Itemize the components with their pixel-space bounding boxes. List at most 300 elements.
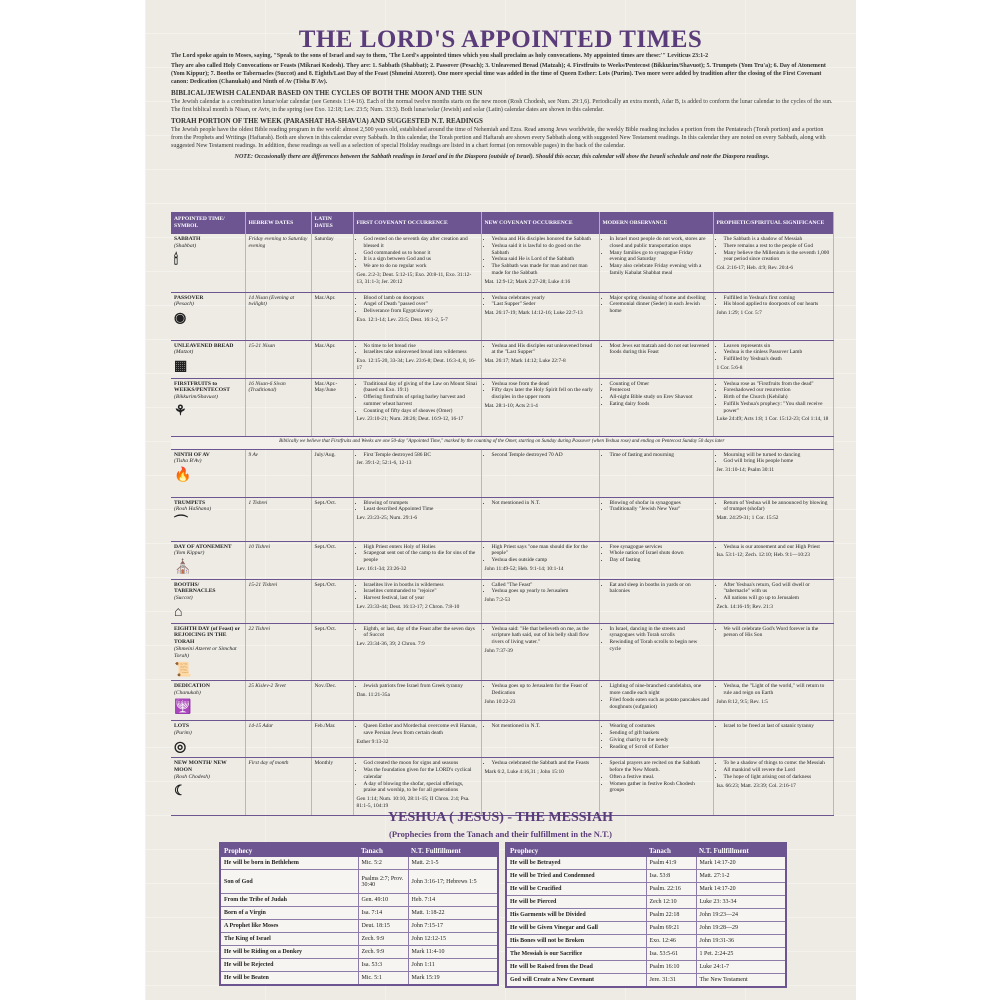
scripture-reference: Exo. 12:1-14; Lev. 23:5; Deut. 16:1-2, 5-7 — [356, 316, 448, 323]
first-cell — [353, 623, 481, 681]
bullet-list — [485, 544, 596, 564]
list-item: • Time of fasting and mourning — [610, 452, 710, 459]
seder-plate-icon: ◉ — [174, 311, 187, 327]
menorah-icon: 🕎 — [174, 700, 192, 716]
tanach-reference: Isa. 53:3 — [358, 959, 408, 972]
list-item: • Fulfills Yeshua's prophecy: "You shall receive power" — [724, 401, 830, 415]
bullet-list — [717, 236, 830, 263]
feast-name-cell — [171, 497, 245, 541]
prophecy-text: He will be born in Bethlehem — [220, 857, 358, 870]
modern-cell — [599, 541, 713, 579]
bullet-list — [717, 683, 830, 697]
list-item: • There remains a rest to the people of God — [724, 243, 830, 250]
bullet-list — [485, 343, 596, 357]
prophecy-row — [506, 961, 786, 974]
feast-name: DAY OF ATONEMENT — [174, 543, 232, 550]
feast-name-cell — [171, 623, 245, 681]
mask-icon: ◎ — [174, 740, 187, 756]
first-cell — [353, 340, 481, 378]
modern-cell — [599, 340, 713, 378]
new-cell — [481, 292, 599, 340]
prophecy-row — [220, 894, 498, 907]
list-item: • We will celebrate God's Word forever in the person of His Son — [724, 626, 830, 640]
bullet-list — [357, 295, 478, 315]
hebrew-date: 14-15 Adar — [245, 721, 311, 758]
scripture-reference: John 8:12, 9:5; Rev. 1:5 — [716, 698, 768, 705]
list-item: • Fried foods eaten such as potato pancakes and doughnuts (sufganiot) — [610, 697, 710, 711]
hebrew-date: 14 Nisan (Evening at twilight) — [245, 292, 311, 340]
list-item: • Israel to be freed at last of satanic tyranny — [724, 723, 830, 730]
nt-fulfillment: John 1:11 — [408, 959, 498, 972]
nt-fulfillment: Luke 24:1-7 — [696, 961, 786, 974]
prophecy-row — [220, 907, 498, 920]
prophecy-text: Born of a Virgin — [220, 907, 358, 920]
scripture-reference: Gen. 2:2-3; Deut. 5:12-15; Exo. 20:8-11, Exo. 31:12-13, 31:1-3; Jer. 20:12 — [356, 271, 472, 285]
prophecy-row — [506, 909, 786, 922]
prophetic-cell — [713, 758, 833, 816]
list-item: • Yeshua rose as "Firstfruits from the dead" — [724, 381, 830, 388]
first-cell — [353, 681, 481, 721]
nt-fulfillment: John 3:16-17; Hebrews 1:5 — [408, 870, 498, 894]
feast-hebrew-name: (Chanukah) — [174, 690, 201, 697]
scripture-reference: Esther 9:13-32 — [356, 738, 389, 745]
bullet-list — [357, 582, 478, 602]
column-header: NEW COVENANT OCCURRENCE — [481, 212, 599, 234]
new-cell — [481, 449, 599, 497]
feast-name-cell — [171, 378, 245, 436]
intro-quote: The Lord spoke again to Moses, saying, "Speak to the sons of Israel and say to them, 'The Lord's appointed times which you shall proclaim as holy convocations. My appointed times are these:'" Leviticus 23:1-2 — [171, 53, 709, 59]
latin-date: Sept./Oct. — [311, 623, 353, 681]
prophecy-text: The Messiah is our Sacrifice — [506, 948, 646, 961]
list-item: • Scapegoat sent out of the camp to die for sins of the people — [364, 550, 478, 564]
table-header — [171, 212, 833, 234]
tanach-reference: Isa. 7:14 — [358, 907, 408, 920]
bullet-list — [717, 381, 830, 415]
list-item: • Blowing of shofar in synagogues — [610, 500, 710, 507]
list-item: • Mourning will be turned to dancing — [724, 452, 830, 459]
scripture-reference: John 11:49-52; Heb. 9:1-14; 10:1-14 — [484, 565, 564, 572]
list-item: • Wearing of costumes — [610, 723, 710, 730]
new-cell — [481, 234, 599, 292]
bullet-list — [717, 544, 830, 551]
feast-name-cell — [171, 579, 245, 623]
latin-date: Mar./Apr.- May/June — [311, 378, 353, 436]
prophecy-column-header: Prophecy — [220, 843, 358, 857]
bullet-list — [603, 452, 710, 459]
intro-section — [171, 53, 833, 164]
prophecy-row — [220, 920, 498, 933]
bullet-list — [717, 626, 830, 640]
list-item: • Israelites take unleavened bread into wilderness — [364, 349, 478, 356]
new-cell — [481, 378, 599, 436]
tanach-reference: Deut. 18:15 — [358, 920, 408, 933]
list-item: • Yeshua rose from the dead — [492, 381, 596, 388]
prophetic-cell — [713, 681, 833, 721]
tanach-reference: Psalm 41:9 — [646, 857, 696, 870]
bullet-list — [485, 381, 596, 401]
bullet-list — [603, 723, 710, 750]
feast-name-cell — [171, 541, 245, 579]
scripture-reference: John 7:37-39 — [484, 647, 513, 654]
scripture-reference: Jer. 39:1-2; 52:1-6, 12-13 — [356, 460, 412, 467]
new-cell — [481, 497, 599, 541]
list-item: • Fulfilled in Yeshua's first coming — [724, 295, 830, 302]
hebrew-date: 15-21 Nisan — [245, 340, 311, 378]
latin-date: Sept./Oct. — [311, 497, 353, 541]
list-item: • Fulfilled by Yeshua's death — [724, 356, 830, 363]
list-item: • Foreshadowed our resurrection — [724, 387, 830, 394]
list-item: • Many also celebrate Friday evening with a family Kabalat Shabbat meal — [610, 263, 710, 277]
bullet-list — [357, 452, 478, 459]
crescent-moon-icon: ☾ — [174, 784, 187, 800]
tanach-reference: Zech. 9:9 — [358, 933, 408, 946]
column-header: MODERN OBSERVANCE — [599, 212, 713, 234]
bullet-list — [603, 381, 710, 408]
candles-icon: 🕯 — [174, 252, 178, 268]
list-item: • Counting of Omer — [610, 381, 710, 388]
list-item: • His blood applied to doorposts of our hearts — [724, 301, 830, 308]
prophecy-text: He will be Tried and Condemned — [506, 870, 646, 883]
prophecy-row — [220, 972, 498, 986]
list-item: • Return of Yeshua will be announced by blowing of trumpet (shofar) — [724, 500, 830, 514]
latin-date: July/Aug. — [311, 449, 353, 497]
prophecy-row — [506, 948, 786, 961]
list-item: • Yeshua goes up yearly to Jerusalem — [492, 588, 596, 595]
list-item: • Yeshua celebrates yearly — [492, 295, 596, 302]
list-item: • Lighting of nine-branched candelabra, one more candle each night — [610, 683, 710, 697]
wheat-sheaf-icon: ⚘ — [174, 404, 187, 420]
list-item: • The Sabbath is a shadow of Messiah — [724, 236, 830, 243]
feast-row — [171, 234, 833, 292]
latin-date: Monthly — [311, 758, 353, 816]
list-item: • The Sabbath was made for man and not man made for the Sabbath — [492, 263, 596, 277]
bullet-list — [485, 683, 596, 697]
list-item: • Major spring cleaning of home and dwelling — [610, 295, 710, 302]
list-item: • Many families go to synagogue Friday evening and Saturday — [610, 250, 710, 264]
list-item: • Fifty days later the Holy Spirit fell on the early disciples in the upper room — [492, 387, 596, 401]
list-item: • Eat and sleep in booths in yards or on balconies — [610, 582, 710, 596]
feast-name: NEW MONTH/ NEW MOON — [174, 760, 227, 774]
prophecy-text: He will be Pierced — [506, 896, 646, 909]
feast-row — [171, 497, 833, 541]
nt-fulfillment: Matt. 1:18-22 — [408, 907, 498, 920]
scripture-reference: John 10:22-23 — [484, 698, 516, 705]
hebrew-date: 15-21 Tishrei — [245, 579, 311, 623]
list-item: • "Last Supper" Seder — [492, 301, 596, 308]
scripture-reference: John 7:2-53 — [484, 597, 511, 603]
list-item: • Rewinding of Torah scrolls to begin new cycle — [610, 639, 710, 653]
scripture-reference: Mat. 12:9-12; Mark 2:27-28; Luke 4:16 — [484, 278, 571, 285]
first-cell — [353, 497, 481, 541]
list-item: • A day of blowing the shofar, special offerings, praise and worship, to be for all generations — [364, 781, 478, 795]
shofar-icon: ⌒ — [174, 516, 188, 532]
omer-note: Biblically we believe that Firstfruits and Weeks are one 50-day "Appointed Time," marked by the counting of the Omer, starting on Sunday during Passover (when Yeshua rose) and ending on Pentecost Sunday 50 days later — [171, 436, 833, 449]
prophecy-column-header: Tanach — [646, 843, 696, 857]
new-cell — [481, 681, 599, 721]
bullet-list — [717, 582, 830, 602]
first-cell — [353, 758, 481, 816]
list-item: • Sending of gift baskets — [610, 730, 710, 737]
feast-name-cell — [171, 292, 245, 340]
feast-name-cell — [171, 340, 245, 378]
nt-fulfillment: Mark 14:17-20 — [696, 883, 786, 896]
hebrew-date: 22 Tishrei — [245, 623, 311, 681]
tanach-reference: Psalm 22:18 — [646, 909, 696, 922]
latin-date: Sept./Oct. — [311, 541, 353, 579]
list-item: • Eighth, or last, day of the Feast after the seven days of Succot — [364, 626, 478, 640]
bullet-list — [603, 626, 710, 653]
scripture-reference: Lev. 23:10-21; Num. 28:26; Deut. 16:9-12, 16-17 — [356, 416, 464, 423]
modern-cell — [599, 449, 713, 497]
feast-row — [171, 378, 833, 436]
prophecy-text: He will be Beaten — [220, 972, 358, 986]
omer-note-row — [171, 436, 833, 449]
feast-name: LOTS — [174, 723, 189, 730]
list-item: • After Yeshua's return, God will dwell or "tabernacle" with us — [724, 582, 830, 596]
bullet-list — [357, 760, 478, 794]
hebrew-date: 16 Nisan-6 Sivan (Traditional) — [245, 378, 311, 436]
list-item: • Leaven represents sin — [724, 343, 830, 350]
list-item: • Traditional day of giving of the Law on Mount Sinai (based on Exo. 19:1) — [364, 381, 478, 395]
bullet-list — [717, 343, 830, 363]
feast-name-cell — [171, 681, 245, 721]
bullet-list — [357, 544, 478, 564]
nt-fulfillment: Mark 11:4-10 — [408, 946, 498, 959]
new-cell — [481, 721, 599, 758]
feast-name-cell — [171, 721, 245, 758]
scripture-reference: Lev. 23:33-44; Deut. 16:13-17; 2 Chron. 7:8-10 — [356, 603, 460, 610]
matzah-icon: ▦ — [174, 359, 188, 375]
bullet-list — [485, 295, 596, 309]
list-item: • Pentecost — [610, 387, 710, 394]
list-item: • Traditionally "Jewish New Year" — [610, 506, 710, 513]
prophecy-row — [506, 870, 786, 883]
list-item: • Whole nation of Israel shuts down — [610, 550, 710, 557]
bullet-list — [485, 582, 596, 596]
list-item: • Yeshua, the "Light of the world," will return to rule and reign on Earth — [724, 683, 830, 697]
scripture-reference: Exo. 12:15-20, 33-34; Lev. 23:6-8; Deut. 16:3-4, 8, 16-17 — [356, 358, 476, 371]
list-item: • Many believe the Millenium is the seventh 1,000 year period since creation — [724, 250, 830, 264]
list-item: • Reading of Scroll of Esther — [610, 744, 710, 751]
prophetic-cell — [713, 497, 833, 541]
feast-row — [171, 758, 833, 816]
scripture-reference: Col. 2:16-17; Heb. 4:9; Rev. 20:4-6 — [716, 265, 794, 271]
prophecy-text: He will be Raised from the Dead — [506, 961, 646, 974]
first-cell — [353, 378, 481, 436]
feast-name: EIGHTH DAY (of Feast) or REJOICING IN THE TORAH — [174, 625, 240, 646]
prophecy-text: He will be Riding on a Donkey — [220, 946, 358, 959]
modern-cell — [599, 234, 713, 292]
scripture-reference: Gen 1:14; Num. 10:10, 28:11-15; II Chron. 2:4; Psa. 81:1-5, 104:19 — [356, 796, 470, 809]
bullet-list — [603, 544, 710, 564]
latin-date: Mar./Apr. — [311, 292, 353, 340]
hebrew-date: 9 Av — [245, 449, 311, 497]
bullet-list — [485, 236, 596, 277]
feast-row — [171, 449, 833, 497]
list-item: • The hope of light arising out of darkness — [724, 774, 830, 781]
prophecy-text: He will be Given Vinegar and Gall — [506, 922, 646, 935]
prophecy-row — [220, 870, 498, 894]
scripture-reference: Luke 24:49; Acts 1:8; 1 Cor. 15:12-23; Col 1:14, 18 — [716, 416, 829, 423]
first-cell — [353, 721, 481, 758]
column-header: HEBREW DATES — [245, 212, 311, 234]
scripture-reference: Lev. 23:34-36, 39; 2 Chron. 7:9 — [356, 641, 425, 647]
tanach-reference: Isa. 53:8 — [646, 870, 696, 883]
appointed-times-table — [171, 212, 834, 816]
scripture-reference: Zech. 14:16-19; Rev. 21:3 — [716, 603, 773, 610]
feast-name: UNLEAVENED BREAD — [174, 342, 234, 349]
list-item: • Blowing of trumpets — [364, 500, 478, 507]
feast-name: FIRSTFRUITS to WEEKS/PENTECOST — [174, 380, 230, 394]
nt-fulfillment: Mark 14:17-20 — [696, 857, 786, 870]
latin-date: Saturday — [311, 234, 353, 292]
list-item: • High Priest enters Holy of Holies — [364, 544, 478, 551]
feast-row — [171, 721, 833, 758]
new-cell — [481, 340, 599, 378]
list-item: • Called "The Feast" — [492, 582, 596, 589]
booth-icon: ⌂ — [174, 605, 183, 621]
bullet-list — [357, 500, 478, 514]
scripture-reference: Matt. 24:29-31; 1 Cor. 15:52 — [716, 515, 779, 521]
hebrew-date: Friday evening to Saturday evening — [245, 234, 311, 292]
feast-name: NINTH OF AV — [174, 451, 210, 458]
list-item: • Ceremonial dinner (Seder) in each Jewish home — [610, 301, 710, 315]
torah-text: The Jewish people have the oldest Bible reading program in the world: almost 2,500 years old, established around the time of Nehemiah and Ezra. Read among Jews worldwide, the weekly Bible reading includes a portion from the Pentateuch (Torah portion) and a portion from the Prophets and Writings (Haftarah). Both are shown in this calendar every Sabbath. In this calendar, the Torah portion and Haftarah are shown every Sabbath along with suggested New Testament readings. In this calendar they are noted on every Sabbath, along with suggested New Testament readings. In addition, these readings as well as a selection of special Holiday readings are listed in a chart format (on removable pages) in the back of the calendar. — [171, 127, 826, 150]
list-item: • Yeshua celebrated the Sabbath and the Feasts — [492, 760, 596, 767]
nt-fulfillment: Mark 15:19 — [408, 972, 498, 986]
column-header: APPOINTED TIME/ SYMBOL — [171, 212, 245, 234]
bullet-list — [717, 723, 830, 730]
torah-heading: TORAH PORTION OF THE WEEK (PARASHAT HA-SHAVUA) AND SUGGESTED N.T. READINGS — [171, 117, 483, 126]
list-item: • Blood of lamb on doorposts — [364, 295, 478, 302]
list-item: • Yeshua is the sinless Passover Lamb — [724, 349, 830, 356]
list-item: • No time to let bread rise — [364, 343, 478, 350]
feast-hebrew-name: (Bikkurim/Shavuot) — [174, 394, 218, 401]
bullet-list — [603, 236, 710, 277]
prophecy-header — [506, 843, 786, 857]
tanach-reference: Psalms 2:7; Prov. 30:40 — [358, 870, 408, 894]
list-item: • We are to do no regular work — [364, 263, 478, 270]
prophecy-text: From the Tribe of Judah — [220, 894, 358, 907]
prophetic-cell — [713, 579, 833, 623]
prophecy-text: He will be Crucified — [506, 883, 646, 896]
list-item: • Israelites live in booths in wilderness — [364, 582, 478, 589]
list-item: • It is a sign between God and us — [364, 256, 478, 263]
tanach-reference: Gen. 49:10 — [358, 894, 408, 907]
prophecy-row — [506, 935, 786, 948]
scripture-reference: Isa. 53:1-12; Zech. 12:10; Heb. 9:1—10:23 — [716, 552, 810, 559]
prophecy-header — [220, 843, 498, 857]
scripture-reference: Jer. 31:10-14; Psalm 30:11 — [716, 467, 775, 473]
list-item: • All-night Bible study on Erev Shavuot — [610, 394, 710, 401]
page-title: THE LORD'S APPOINTED TIMES — [298, 26, 703, 53]
feast-hebrew-name: (Yom Kippur) — [174, 550, 205, 557]
prophetic-cell — [713, 234, 833, 292]
list-item: • Not mentioned in N.T. — [492, 723, 596, 730]
list-item: • Israelites commanded to "rejoice" — [364, 588, 478, 595]
tanach-reference: Psalm. 22:16 — [646, 883, 696, 896]
nt-fulfillment: The New Testament — [696, 974, 786, 988]
prophecy-text: His Bones will not be Broken — [506, 935, 646, 948]
diaspora-note: NOTE: Occasionally there are differences between the Sabbath readings in Israel and in the Diaspora (outside of Israel). Should this occur, this calendar will show the Israeli schedule and note the Diaspora readings. — [234, 153, 770, 160]
prophetic-cell — [713, 541, 833, 579]
nt-fulfillment: Matt. 27:1-2 — [696, 870, 786, 883]
list-item: • Giving charity to the needy — [610, 737, 710, 744]
bullet-list — [485, 760, 596, 767]
tanach-reference: Mic. 5:2 — [358, 857, 408, 870]
latin-date: Nov./Dec. — [311, 681, 353, 721]
list-item: • High Priest says "one man should die for the people" — [492, 544, 596, 558]
intro-feast-list: They are also called Holy Convocations or Feasts (Mikraei Kodesh). They are: 1. Sabbath (Shabbat); 2. Passover (Pesach); 3. Unleavened Bread (Matzah); 4. Firstfruits to Weeks/Pentecost (Bikkurim/Shavuot); 5. Trumpets (Yom Tru'a); 6. Day of Atonement (Yom Kippur); 7. Booths or Tabernacles (Succot) and 8. Eighth/Last Day of the Feast (Shmeini Atzeret). One more special time was added in the time of Queen Esther: Lots (Purim). Two more were added by tradition after the closing of the First Covenant canon: Dedication (Chanukah) and Ninth of Av (Tisha B'Av). — [171, 63, 826, 85]
first-cell — [353, 449, 481, 497]
prophecy-row — [220, 857, 498, 870]
prophetic-cell — [713, 292, 833, 340]
prophecy-column-header: N.T. Fullfillment — [696, 843, 786, 857]
feast-row — [171, 681, 833, 721]
list-item: • Birth of the Church (Kehilah) — [724, 394, 830, 401]
scripture-reference: Mat. 26:17-19; Mark 14:12-16; Luke 22:7-13 — [484, 310, 583, 316]
first-cell — [353, 579, 481, 623]
list-item: • First Temple destroyed 586 BC — [364, 452, 478, 459]
tanach-reference: Jere. 31:31 — [646, 974, 696, 988]
tanach-reference: Mic. 5:1 — [358, 972, 408, 986]
prophetic-cell — [713, 449, 833, 497]
nt-fulfillment: Heb. 7:14 — [408, 894, 498, 907]
feast-hebrew-name: (Succot) — [174, 595, 193, 602]
prophetic-cell — [713, 378, 833, 436]
feast-hebrew-name: (Purim) — [174, 730, 192, 737]
prophecy-row — [506, 896, 786, 909]
modern-cell — [599, 579, 713, 623]
list-item: • In Israel most people do not work, stores are closed and public transportation stops — [610, 236, 710, 250]
nt-fulfillment: 1 Pet. 2:24-25 — [696, 948, 786, 961]
list-item: • God created the moon for signs and seasons — [364, 760, 478, 767]
new-cell — [481, 758, 599, 816]
prophetic-cell — [713, 340, 833, 378]
list-item: • Yeshua said He is Lord of the Sabbath — [492, 256, 596, 263]
bullet-list — [717, 452, 830, 466]
prophecy-table-right — [505, 842, 787, 988]
feast-hebrew-name: (Shabbat) — [174, 242, 197, 249]
modern-cell — [599, 681, 713, 721]
column-header: LATIN DATES — [311, 212, 353, 234]
bullet-list — [485, 500, 596, 507]
feast-name: PASSOVER — [174, 294, 204, 301]
prophecy-text: A Prophet like Moses — [220, 920, 358, 933]
prophecy-row — [506, 857, 786, 870]
prophecy-table-left — [219, 842, 499, 986]
modern-cell — [599, 292, 713, 340]
first-cell — [353, 234, 481, 292]
feast-hebrew-name: (Pesach) — [174, 301, 194, 308]
list-item: • Was the foundation given for the LORD's cyclical calendar — [364, 767, 478, 781]
list-item: • Yeshua goes up to Jerusalem for the Feast of Dedication — [492, 683, 596, 697]
list-item: • To be a shadow of things to come: the Messiah — [724, 760, 830, 767]
feast-row — [171, 292, 833, 340]
scripture-reference: Isa. 66:23; Matt. 23:39; Col. 2:16-17 — [716, 782, 796, 789]
bullet-list — [603, 683, 710, 710]
feast-name-cell — [171, 234, 245, 292]
column-header: PROPHETIC/SPIRITUAL SIGNIFICANCE — [713, 212, 833, 234]
hebrew-date: 1 Tishrei — [245, 497, 311, 541]
tanach-reference: Psalm 69:21 — [646, 922, 696, 935]
list-item: • Counting of fifty days of sheaves (Omer) — [364, 408, 478, 415]
bullet-list — [603, 295, 710, 315]
messiah-title: YESHUA ( JESUS) - THE MESSIAH — [388, 810, 613, 825]
calendar-text: The Jewish calendar is a combination lunar/solar calendar (see Genesis 1:14-16). Each of the normal twelve months starts on the new moon (Rosh Chodesh, see Num. 29:1,6). Periodically an extra month, Adar B, is added to conform the lunar calendar to the cycles of the sun. The first biblical month is Nisan, or Aviv, in the spring (see Exo. 12:18; Lev. 23:5; Num. 33:3). Both lunar/solar (Jewish) and solar (Latin) calendar dates are shown in this calendar. — [171, 99, 833, 114]
prophetic-cell — [713, 721, 833, 758]
feast-name: TRUMPETS — [174, 499, 206, 506]
